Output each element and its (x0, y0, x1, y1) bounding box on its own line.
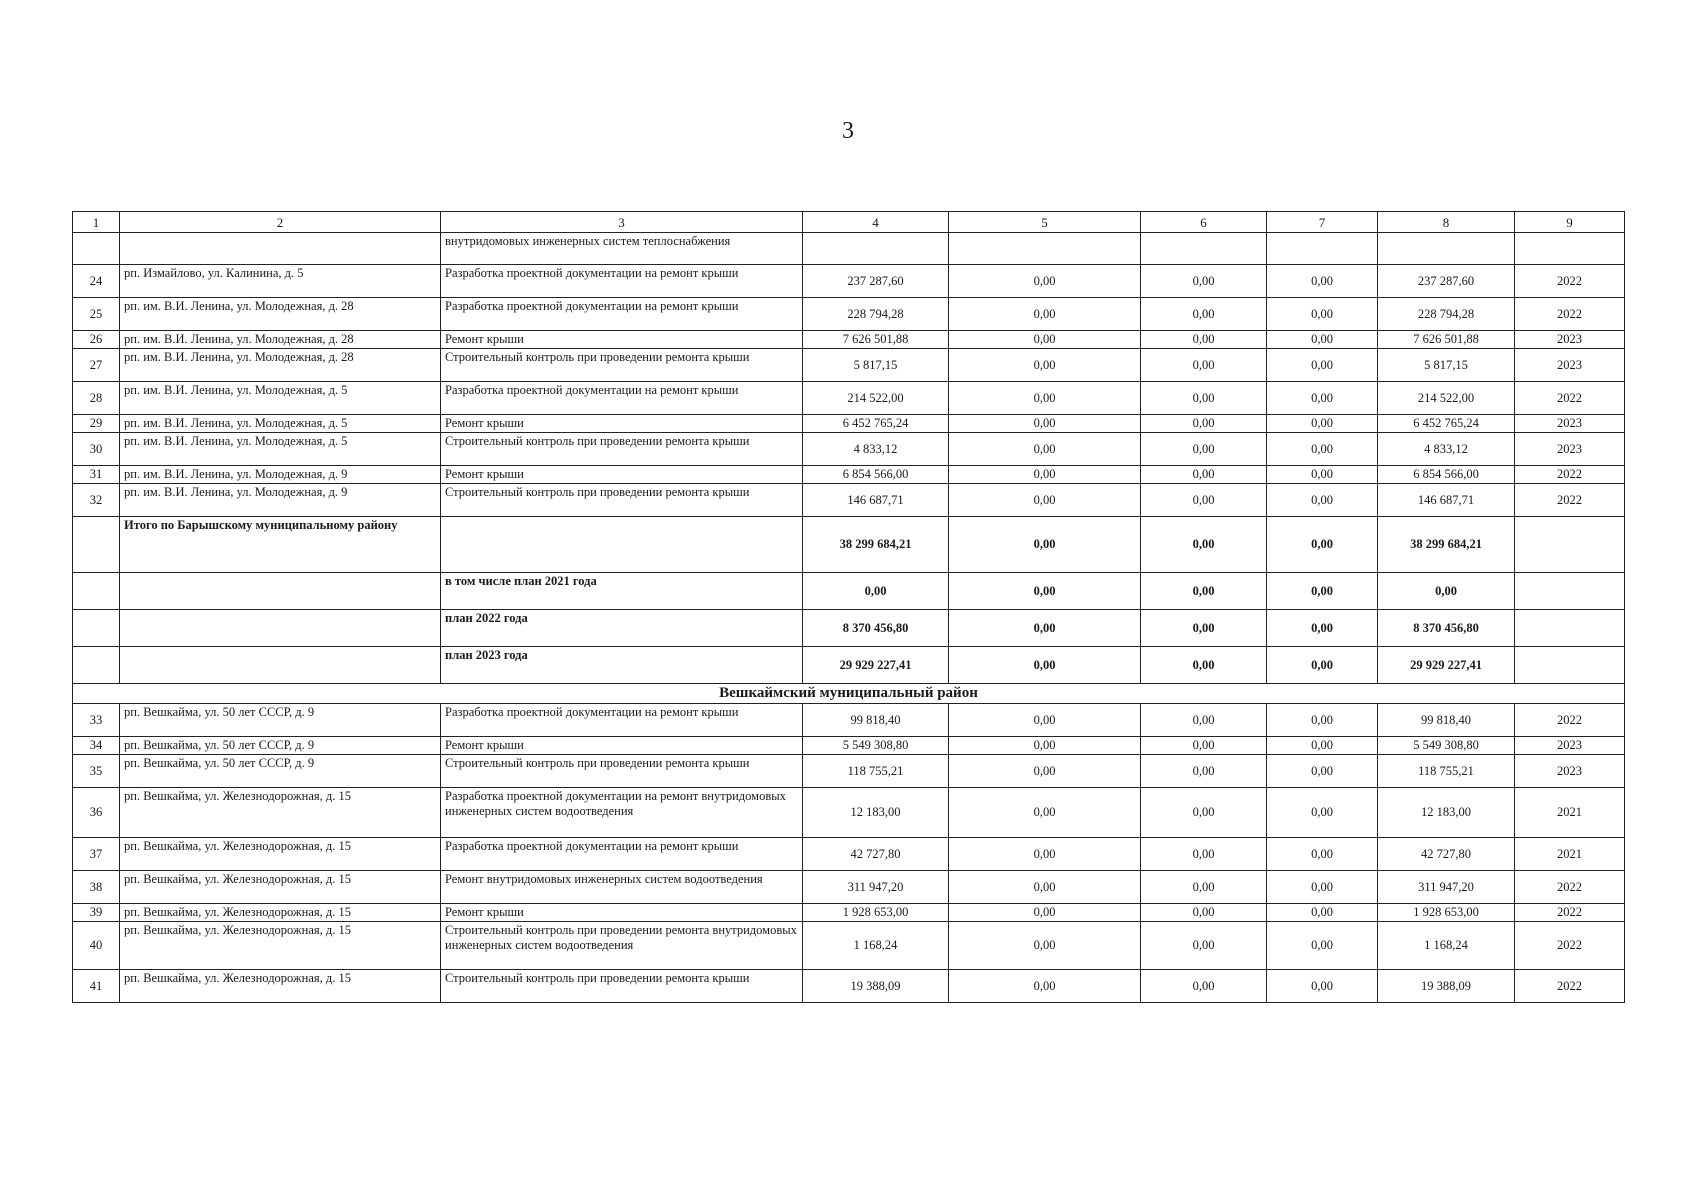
table-row (73, 349, 1625, 382)
year-cell: 2021 (1515, 788, 1625, 838)
address-cell: рп. Вешкайма, ул. Железнодорожная, д. 15 (120, 970, 441, 1003)
total-fund-cell: 0,00 (949, 517, 1141, 573)
table-row (73, 265, 1625, 298)
amount-total-cell: 118 755,21 (803, 755, 949, 788)
amount-local-cell: 0,00 (1267, 382, 1378, 415)
section-title: Вешкаймский муниципальный район (73, 684, 1625, 704)
row-number: 31 (73, 466, 120, 484)
work-type-cell: Строительный контроль при проведении ремонта крыши (441, 349, 803, 382)
total-region-cell: 0,00 (1141, 610, 1267, 647)
total-row (73, 573, 1625, 610)
total-region-cell: 0,00 (1141, 647, 1267, 684)
header-cell: 8 (1378, 212, 1515, 233)
table-row (73, 704, 1625, 737)
year-cell: 2022 (1515, 704, 1625, 737)
work-type-cell: Строительный контроль при проведении ремонта внутридомовых инженерных систем водоотведения (441, 922, 803, 970)
amount-owners-cell: 7 626 501,88 (1378, 331, 1515, 349)
amount-local-cell: 0,00 (1267, 466, 1378, 484)
amount-region-cell: 0,00 (1141, 349, 1267, 382)
amount-fund-cell: 0,00 (949, 922, 1141, 970)
year-cell: 2022 (1515, 466, 1625, 484)
amount-total-cell: 228 794,28 (803, 298, 949, 331)
amount-region-cell: 0,00 (1141, 871, 1267, 904)
amount-region-cell: 0,00 (1141, 484, 1267, 517)
amount-fund-cell: 0,00 (949, 433, 1141, 466)
amount-owners-cell: 228 794,28 (1378, 298, 1515, 331)
amount-region-cell (1141, 233, 1267, 265)
year-cell: 2022 (1515, 484, 1625, 517)
row-number: 24 (73, 265, 120, 298)
row-number (73, 233, 120, 265)
table-row (73, 415, 1625, 433)
table-row (73, 433, 1625, 466)
amount-fund-cell: 0,00 (949, 298, 1141, 331)
row-number: 30 (73, 433, 120, 466)
table-row (73, 755, 1625, 788)
header-cell: 6 (1141, 212, 1267, 233)
year-cell: 2022 (1515, 904, 1625, 922)
total-local-cell: 0,00 (1267, 573, 1378, 610)
row-number: 28 (73, 382, 120, 415)
total-region-cell: 0,00 (1141, 573, 1267, 610)
amount-total-cell: 311 947,20 (803, 871, 949, 904)
total-owners-cell: 29 929 227,41 (1378, 647, 1515, 684)
year-cell (1515, 610, 1625, 647)
row-number: 40 (73, 922, 120, 970)
table-row (73, 382, 1625, 415)
year-cell: 2022 (1515, 265, 1625, 298)
amount-local-cell: 0,00 (1267, 415, 1378, 433)
table-row (73, 838, 1625, 871)
work-type-cell: Разработка проектной документации на ремонт внутридомовых инженерных систем водоотведения (441, 788, 803, 838)
work-type-cell: Ремонт крыши (441, 904, 803, 922)
address-cell: рп. Вешкайма, ул. Железнодорожная, д. 15 (120, 904, 441, 922)
total-fund-cell: 0,00 (949, 610, 1141, 647)
total-amount-cell: 8 370 456,80 (803, 610, 949, 647)
row-number: 29 (73, 415, 120, 433)
amount-local-cell: 0,00 (1267, 484, 1378, 517)
amount-local-cell: 0,00 (1267, 704, 1378, 737)
total-label-cell (120, 647, 441, 684)
row-number: 35 (73, 755, 120, 788)
amount-fund-cell: 0,00 (949, 970, 1141, 1003)
address-cell: рп. им. В.И. Ленина, ул. Молодежная, д. 9 (120, 466, 441, 484)
amount-owners-cell: 5 549 308,80 (1378, 737, 1515, 755)
total-amount-cell: 0,00 (803, 573, 949, 610)
amount-total-cell: 4 833,12 (803, 433, 949, 466)
year-cell: 2022 (1515, 871, 1625, 904)
total-owners-cell: 8 370 456,80 (1378, 610, 1515, 647)
address-cell: рп. Вешкайма, ул. Железнодорожная, д. 15 (120, 838, 441, 871)
amount-owners-cell: 6 854 566,00 (1378, 466, 1515, 484)
amount-local-cell: 0,00 (1267, 433, 1378, 466)
year-cell: 2023 (1515, 415, 1625, 433)
row-number (73, 610, 120, 647)
amount-fund-cell: 0,00 (949, 382, 1141, 415)
address-cell: рп. им. В.И. Ленина, ул. Молодежная, д. 5 (120, 415, 441, 433)
address-cell: рп. Измайлово, ул. Калинина, д. 5 (120, 265, 441, 298)
amount-owners-cell (1378, 233, 1515, 265)
total-label-cell (120, 573, 441, 610)
amount-owners-cell: 237 287,60 (1378, 265, 1515, 298)
address-cell: рп. Вешкайма, ул. 50 лет СССР, д. 9 (120, 737, 441, 755)
total-local-cell: 0,00 (1267, 647, 1378, 684)
amount-local-cell: 0,00 (1267, 904, 1378, 922)
year-cell: 2023 (1515, 349, 1625, 382)
row-number: 39 (73, 904, 120, 922)
table-row (73, 484, 1625, 517)
amount-fund-cell: 0,00 (949, 265, 1141, 298)
address-cell: рп. Вешкайма, ул. Железнодорожная, д. 15 (120, 922, 441, 970)
table-row (73, 871, 1625, 904)
amount-local-cell: 0,00 (1267, 349, 1378, 382)
amount-fund-cell: 0,00 (949, 871, 1141, 904)
total-row (73, 647, 1625, 684)
amount-total-cell: 42 727,80 (803, 838, 949, 871)
address-cell: рп. им. В.И. Ленина, ул. Молодежная, д. 28 (120, 349, 441, 382)
address-cell: рп. им. В.И. Ленина, ул. Молодежная, д. 5 (120, 433, 441, 466)
amount-owners-cell: 1 168,24 (1378, 922, 1515, 970)
header-cell: 1 (73, 212, 120, 233)
amount-total-cell: 99 818,40 (803, 704, 949, 737)
year-cell: 2023 (1515, 331, 1625, 349)
amount-region-cell: 0,00 (1141, 331, 1267, 349)
amount-fund-cell: 0,00 (949, 704, 1141, 737)
row-number: 37 (73, 838, 120, 871)
row-number: 32 (73, 484, 120, 517)
address-cell: рп. Вешкайма, ул. Железнодорожная, д. 15 (120, 788, 441, 838)
amount-total-cell: 1 168,24 (803, 922, 949, 970)
table-row (73, 298, 1625, 331)
table-row (73, 922, 1625, 970)
total-local-cell: 0,00 (1267, 610, 1378, 647)
amount-fund-cell (949, 233, 1141, 265)
year-cell (1515, 233, 1625, 265)
header-cell: 9 (1515, 212, 1625, 233)
table-row (73, 331, 1625, 349)
amount-fund-cell: 0,00 (949, 331, 1141, 349)
table-row (73, 788, 1625, 838)
work-type-cell: Разработка проектной документации на ремонт крыши (441, 838, 803, 871)
header-cell: 5 (949, 212, 1141, 233)
amount-local-cell: 0,00 (1267, 298, 1378, 331)
amount-total-cell: 7 626 501,88 (803, 331, 949, 349)
row-number (73, 517, 120, 573)
year-cell: 2022 (1515, 922, 1625, 970)
amount-region-cell: 0,00 (1141, 755, 1267, 788)
work-type-cell: Ремонт крыши (441, 466, 803, 484)
work-type-cell: Ремонт крыши (441, 331, 803, 349)
amount-fund-cell: 0,00 (949, 466, 1141, 484)
year-cell (1515, 573, 1625, 610)
page-number: 3 (842, 118, 854, 144)
amount-total-cell: 19 388,09 (803, 970, 949, 1003)
row-number: 34 (73, 737, 120, 755)
amount-region-cell: 0,00 (1141, 415, 1267, 433)
year-cell: 2021 (1515, 838, 1625, 871)
row-number: 27 (73, 349, 120, 382)
row-number (73, 573, 120, 610)
amount-region-cell: 0,00 (1141, 298, 1267, 331)
year-cell: 2022 (1515, 298, 1625, 331)
amount-fund-cell: 0,00 (949, 484, 1141, 517)
amount-local-cell: 0,00 (1267, 838, 1378, 871)
amount-owners-cell: 118 755,21 (1378, 755, 1515, 788)
amount-total-cell (803, 233, 949, 265)
header-cell: 2 (120, 212, 441, 233)
total-owners-cell: 0,00 (1378, 573, 1515, 610)
year-cell: 2022 (1515, 970, 1625, 1003)
amount-local-cell: 0,00 (1267, 737, 1378, 755)
amount-region-cell: 0,00 (1141, 265, 1267, 298)
total-row (73, 517, 1625, 573)
table-row (73, 737, 1625, 755)
row-number: 41 (73, 970, 120, 1003)
amount-region-cell: 0,00 (1141, 466, 1267, 484)
plan-label-cell: план 2022 года (441, 610, 803, 647)
amount-owners-cell: 19 388,09 (1378, 970, 1515, 1003)
amount-owners-cell: 42 727,80 (1378, 838, 1515, 871)
amount-local-cell (1267, 233, 1378, 265)
address-cell: рп. Вешкайма, ул. Железнодорожная, д. 15 (120, 871, 441, 904)
amount-owners-cell: 146 687,71 (1378, 484, 1515, 517)
year-cell (1515, 647, 1625, 684)
header-cell: 4 (803, 212, 949, 233)
address-cell: рп. им. В.И. Ленина, ул. Молодежная, д. 28 (120, 331, 441, 349)
year-cell: 2023 (1515, 433, 1625, 466)
work-type-cell: Строительный контроль при проведении ремонта крыши (441, 484, 803, 517)
year-cell: 2023 (1515, 755, 1625, 788)
total-amount-cell: 38 299 684,21 (803, 517, 949, 573)
amount-total-cell: 146 687,71 (803, 484, 949, 517)
amount-local-cell: 0,00 (1267, 331, 1378, 349)
total-amount-cell: 29 929 227,41 (803, 647, 949, 684)
year-cell (1515, 517, 1625, 573)
address-cell: рп. им. В.И. Ленина, ул. Молодежная, д. 9 (120, 484, 441, 517)
amount-owners-cell: 4 833,12 (1378, 433, 1515, 466)
row-number: 26 (73, 331, 120, 349)
header-cell: 3 (441, 212, 803, 233)
repair-plan-table (72, 211, 1625, 1003)
plan-label-cell: план 2023 года (441, 647, 803, 684)
amount-owners-cell: 1 928 653,00 (1378, 904, 1515, 922)
amount-region-cell: 0,00 (1141, 382, 1267, 415)
work-type-cell: Строительный контроль при проведении ремонта крыши (441, 433, 803, 466)
amount-fund-cell: 0,00 (949, 788, 1141, 838)
amount-owners-cell: 214 522,00 (1378, 382, 1515, 415)
work-type-cell: внутридомовых инженерных систем теплоснабжения (441, 233, 803, 265)
amount-local-cell: 0,00 (1267, 871, 1378, 904)
header-row (73, 212, 1625, 233)
amount-region-cell: 0,00 (1141, 788, 1267, 838)
amount-fund-cell: 0,00 (949, 755, 1141, 788)
amount-owners-cell: 12 183,00 (1378, 788, 1515, 838)
table-row (73, 466, 1625, 484)
amount-owners-cell: 99 818,40 (1378, 704, 1515, 737)
amount-total-cell: 6 452 765,24 (803, 415, 949, 433)
amount-region-cell: 0,00 (1141, 737, 1267, 755)
section-header-row (73, 684, 1625, 704)
amount-total-cell: 5 817,15 (803, 349, 949, 382)
year-cell: 2023 (1515, 737, 1625, 755)
plan-label-cell (441, 517, 803, 573)
amount-fund-cell: 0,00 (949, 349, 1141, 382)
amount-local-cell: 0,00 (1267, 788, 1378, 838)
amount-owners-cell: 311 947,20 (1378, 871, 1515, 904)
amount-local-cell: 0,00 (1267, 265, 1378, 298)
amount-local-cell: 0,00 (1267, 922, 1378, 970)
amount-total-cell: 12 183,00 (803, 788, 949, 838)
amount-total-cell: 5 549 308,80 (803, 737, 949, 755)
table-row (73, 233, 1625, 265)
address-cell: рп. им. В.И. Ленина, ул. Молодежная, д. 28 (120, 298, 441, 331)
row-number: 33 (73, 704, 120, 737)
address-cell: рп. Вешкайма, ул. 50 лет СССР, д. 9 (120, 704, 441, 737)
row-number: 25 (73, 298, 120, 331)
total-local-cell: 0,00 (1267, 517, 1378, 573)
amount-region-cell: 0,00 (1141, 904, 1267, 922)
address-cell (120, 233, 441, 265)
total-owners-cell: 38 299 684,21 (1378, 517, 1515, 573)
work-type-cell: Разработка проектной документации на ремонт крыши (441, 704, 803, 737)
total-label-cell (120, 610, 441, 647)
work-type-cell: Разработка проектной документации на ремонт крыши (441, 382, 803, 415)
work-type-cell: Разработка проектной документации на ремонт крыши (441, 298, 803, 331)
amount-total-cell: 6 854 566,00 (803, 466, 949, 484)
amount-local-cell: 0,00 (1267, 970, 1378, 1003)
work-type-cell: Строительный контроль при проведении ремонта крыши (441, 970, 803, 1003)
address-cell: рп. Вешкайма, ул. 50 лет СССР, д. 9 (120, 755, 441, 788)
address-cell: рп. им. В.И. Ленина, ул. Молодежная, д. 5 (120, 382, 441, 415)
amount-region-cell: 0,00 (1141, 838, 1267, 871)
amount-local-cell: 0,00 (1267, 755, 1378, 788)
amount-region-cell: 0,00 (1141, 433, 1267, 466)
amount-total-cell: 1 928 653,00 (803, 904, 949, 922)
amount-fund-cell: 0,00 (949, 838, 1141, 871)
amount-region-cell: 0,00 (1141, 970, 1267, 1003)
total-label-cell: Итого по Барышскому муниципальному району (120, 517, 441, 573)
total-region-cell: 0,00 (1141, 517, 1267, 573)
work-type-cell: Ремонт внутридомовых инженерных систем водоотведения (441, 871, 803, 904)
amount-fund-cell: 0,00 (949, 415, 1141, 433)
row-number: 36 (73, 788, 120, 838)
amount-fund-cell: 0,00 (949, 904, 1141, 922)
year-cell: 2022 (1515, 382, 1625, 415)
work-type-cell: Ремонт крыши (441, 737, 803, 755)
amount-owners-cell: 5 817,15 (1378, 349, 1515, 382)
total-row (73, 610, 1625, 647)
table-row (73, 904, 1625, 922)
work-type-cell: Ремонт крыши (441, 415, 803, 433)
amount-region-cell: 0,00 (1141, 922, 1267, 970)
row-number (73, 647, 120, 684)
amount-region-cell: 0,00 (1141, 704, 1267, 737)
amount-total-cell: 214 522,00 (803, 382, 949, 415)
total-fund-cell: 0,00 (949, 647, 1141, 684)
table-row (73, 970, 1625, 1003)
work-type-cell: Разработка проектной документации на ремонт крыши (441, 265, 803, 298)
work-type-cell: Строительный контроль при проведении ремонта крыши (441, 755, 803, 788)
amount-owners-cell: 6 452 765,24 (1378, 415, 1515, 433)
plan-label-cell: в том числе план 2021 года (441, 573, 803, 610)
amount-total-cell: 237 287,60 (803, 265, 949, 298)
row-number: 38 (73, 871, 120, 904)
total-fund-cell: 0,00 (949, 573, 1141, 610)
header-cell: 7 (1267, 212, 1378, 233)
amount-fund-cell: 0,00 (949, 737, 1141, 755)
